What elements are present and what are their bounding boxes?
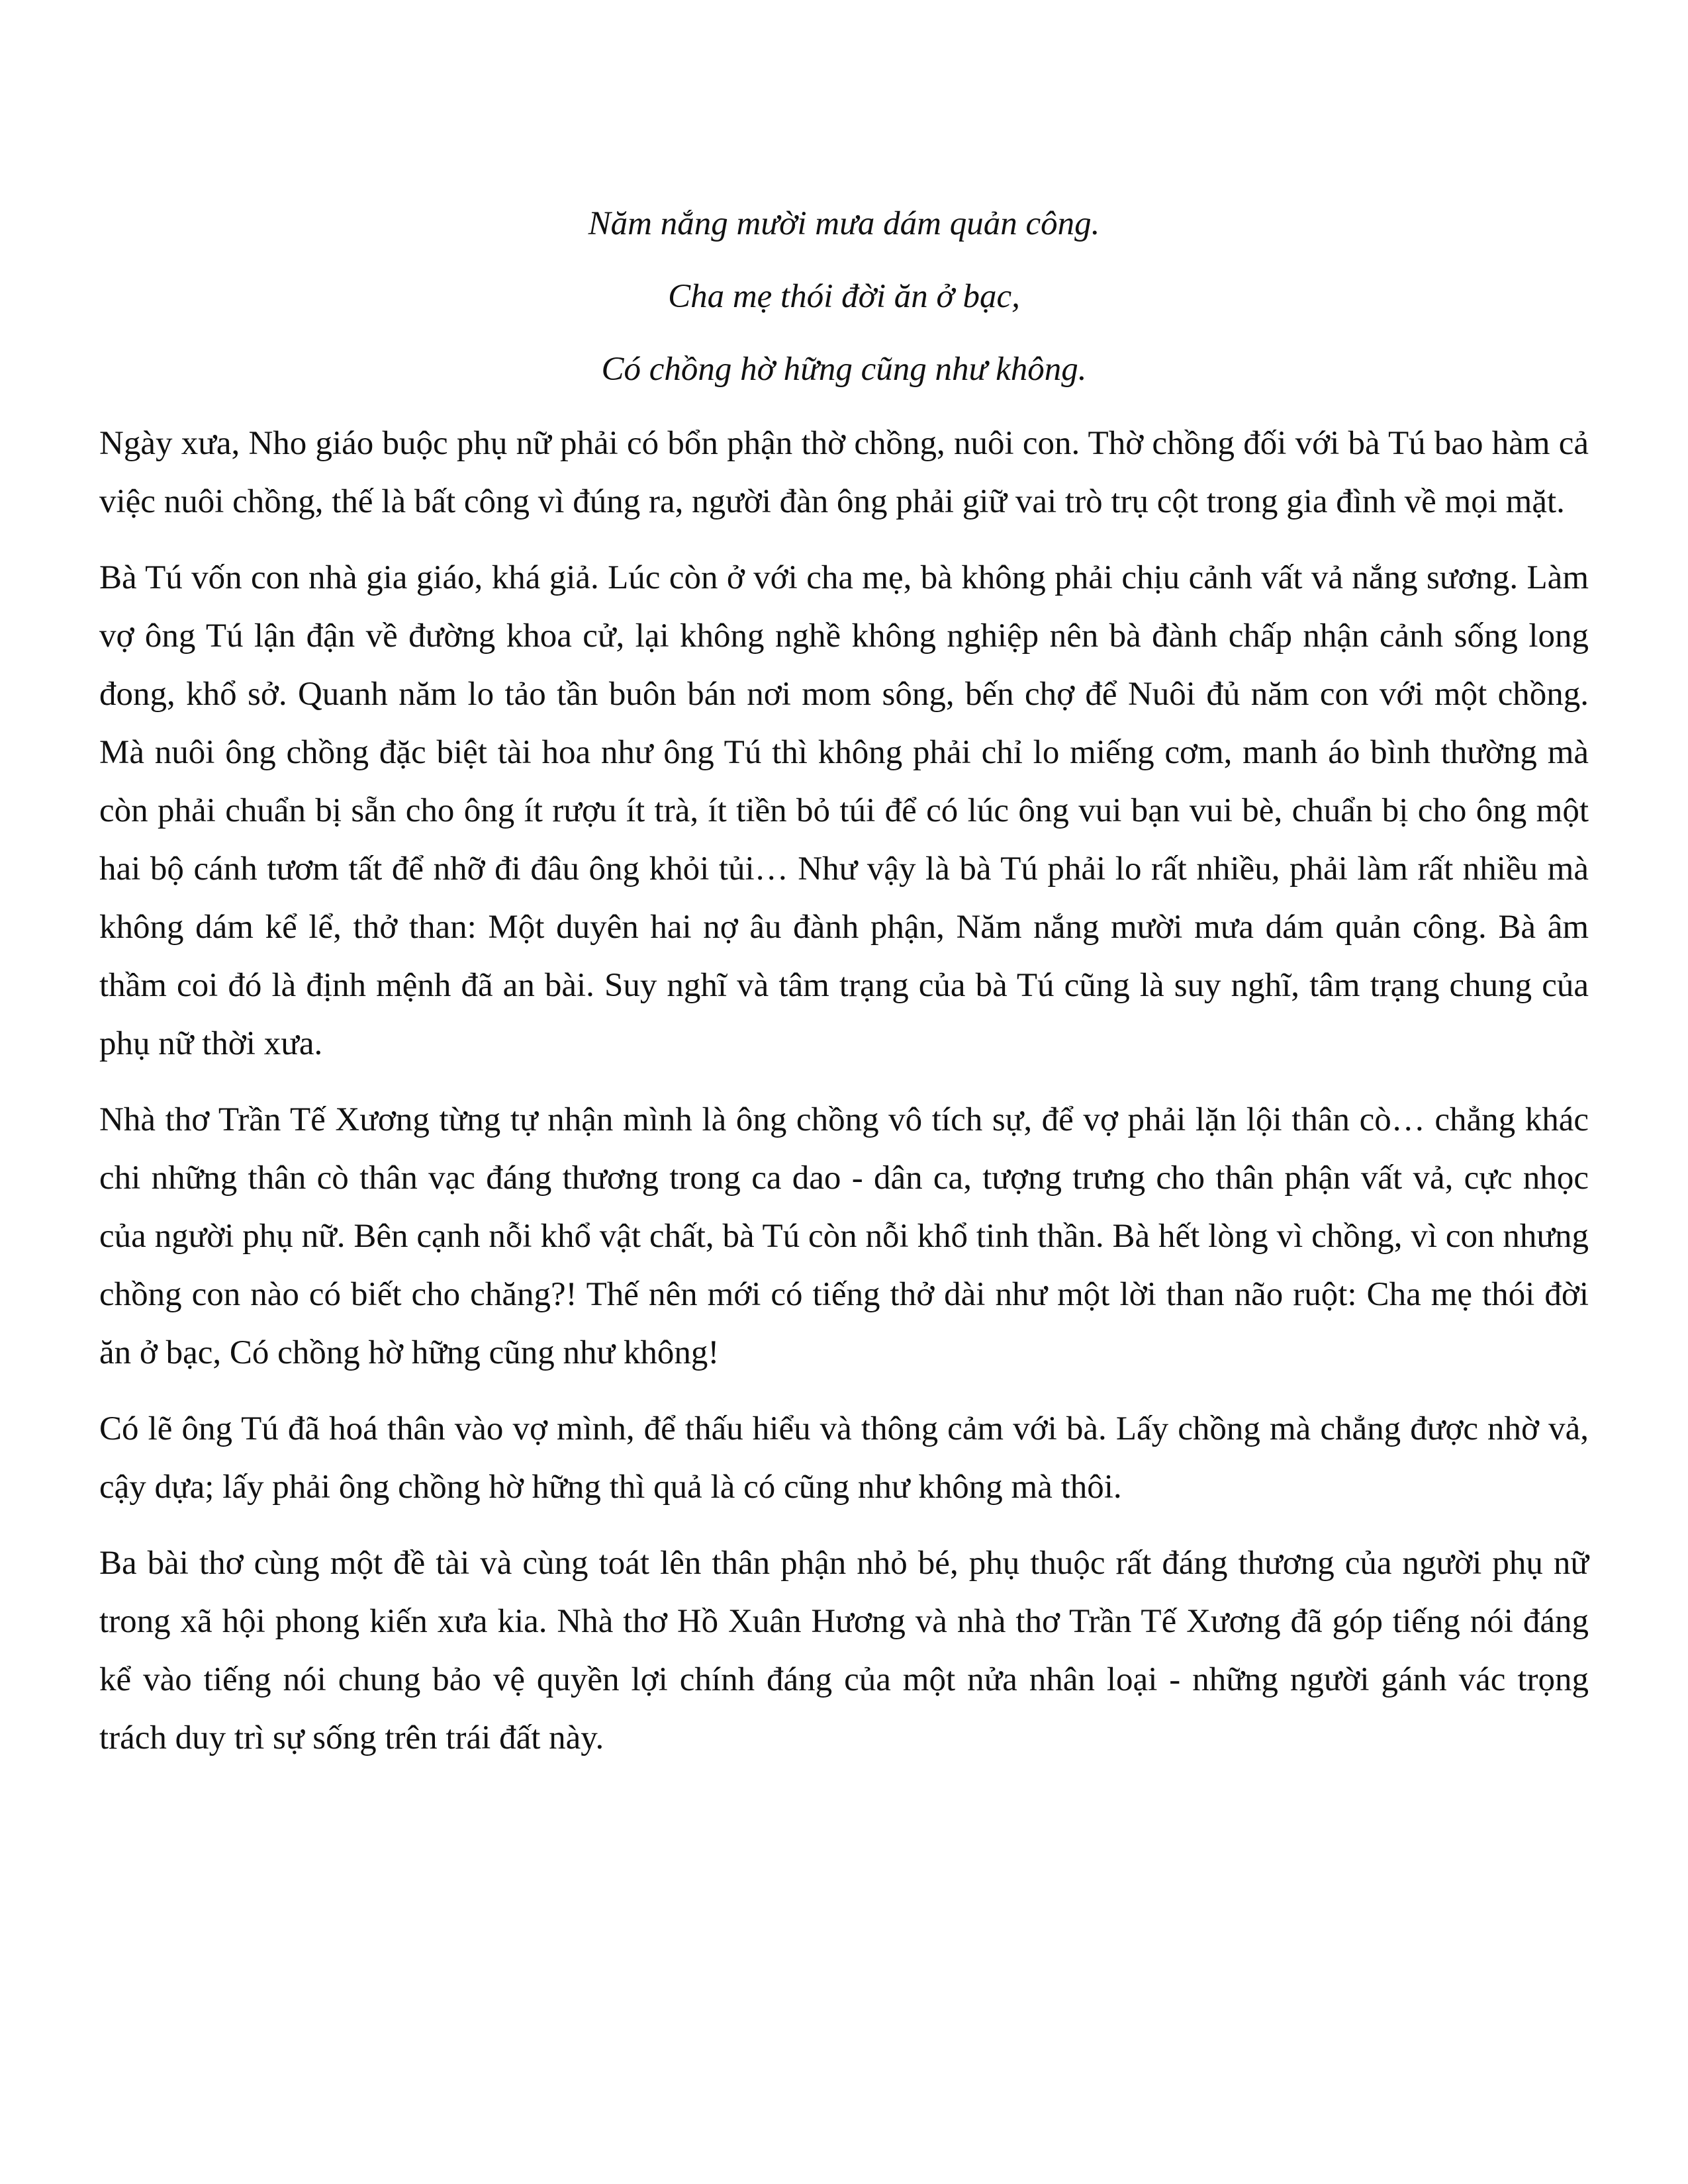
- poem-line: Có chồng hờ hững cũng như không.: [601, 351, 1087, 388]
- poem-line: Năm nắng mười mưa dám quản công.: [588, 205, 1100, 242]
- paragraph-confucian-duty: Ngày xưa, Nho giáo buộc phụ nữ phải có bổn phận thờ chồng, nuôi con. Thờ chồng đối với bà Tú bao hàm cả việc nuôi chồng, thế là bất công vì đúng ra, người đàn ông phải giữ vai trò trụ cột trong gia đình về mọi mặt.: [99, 425, 1589, 520]
- paragraph-ba-tu-hardship: Bà Tú vốn con nhà gia giáo, khá giả. Lúc còn ở với cha mẹ, bà không phải chịu cảnh vất vả nắng sương. Làm vợ ông Tú lận đận về đường khoa cử, lại không nghề không nghiệp nên bà đành chấp nhận cảnh sống long đong, khổ sở. Quanh năm lo tảo tần buôn bán nơi mom sông, bến chợ để Nuôi đủ năm con với một chồng. Mà nuôi ông chồng đặc biệt tài hoa như ông Tú thì không phải chỉ lo miếng cơm, manh áo bình thường mà còn phải chuẩn bị sẵn cho ông ít rượu ít trà, ít tiền bỏ túi để có lúc ông vui bạn vui bè, chuẩn bị cho ông một hai bộ cánh tươm tất để nhỡ đi đâu ông khỏi tủi… Như vậy là bà Tú phải lo rất nhiều, phải làm rất nhiều mà không dám kể lể, thở than: Một duyên hai nợ âu đành phận, Năm nắng mười mưa dám quản công. Bà âm thầm coi đó là định mệnh đã an bài. Suy nghĩ và tâm trạng của bà Tú cũng là suy nghĩ, tâm trạng chung của phụ nữ thời xưa.: [99, 559, 1589, 1062]
- poem-stanza: [99, 187, 1589, 406]
- poem-line: Cha mẹ thói đời ăn ở bạc,: [668, 278, 1020, 315]
- paragraph-empathy: Có lẽ ông Tú đã hoá thân vào vợ mình, để thấu hiểu và thông cảm với bà. Lấy chồng mà chẳng được nhờ vả, cậy dựa; lấy phải ông chồng hờ hững thì quả là có cũng như không mà thôi.: [99, 1410, 1589, 1506]
- paragraph-tran-te-xuong: Nhà thơ Trần Tế Xương từng tự nhận mình là ông chồng vô tích sự, để vợ phải lặn lội thân cò… chẳng khác chi những thân cò thân vạc đáng thương trong ca dao - dân ca, tượng trưng cho thân phận vất vả, cực nhọc của người phụ nữ. Bên cạnh nỗi khổ vật chất, bà Tú còn nỗi khổ tinh thần. Bà hết lòng vì chồng, vì con nhưng chồng con nào có biết cho chăng?! Thế nên mới có tiếng thở dài như một lời than não ruột: Cha mẹ thói đời ăn ở bạc, Có chồng hờ hững cũng như không!: [99, 1101, 1589, 1371]
- essay-body: [99, 414, 1589, 1785]
- paragraph-conclusion: Ba bài thơ cùng một đề tài và cùng toát lên thân phận nhỏ bé, phụ thuộc rất đáng thương của người phụ nữ trong xã hội phong kiến xưa kia. Nhà thơ Hồ Xuân Hương và nhà thơ Trần Tế Xương đã góp tiếng nói đáng kể vào tiếng nói chung bảo vệ quyền lợi chính đáng của một nửa nhân loại - những người gánh vác trọng trách duy trì sự sống trên trái đất này.: [99, 1545, 1589, 1756]
